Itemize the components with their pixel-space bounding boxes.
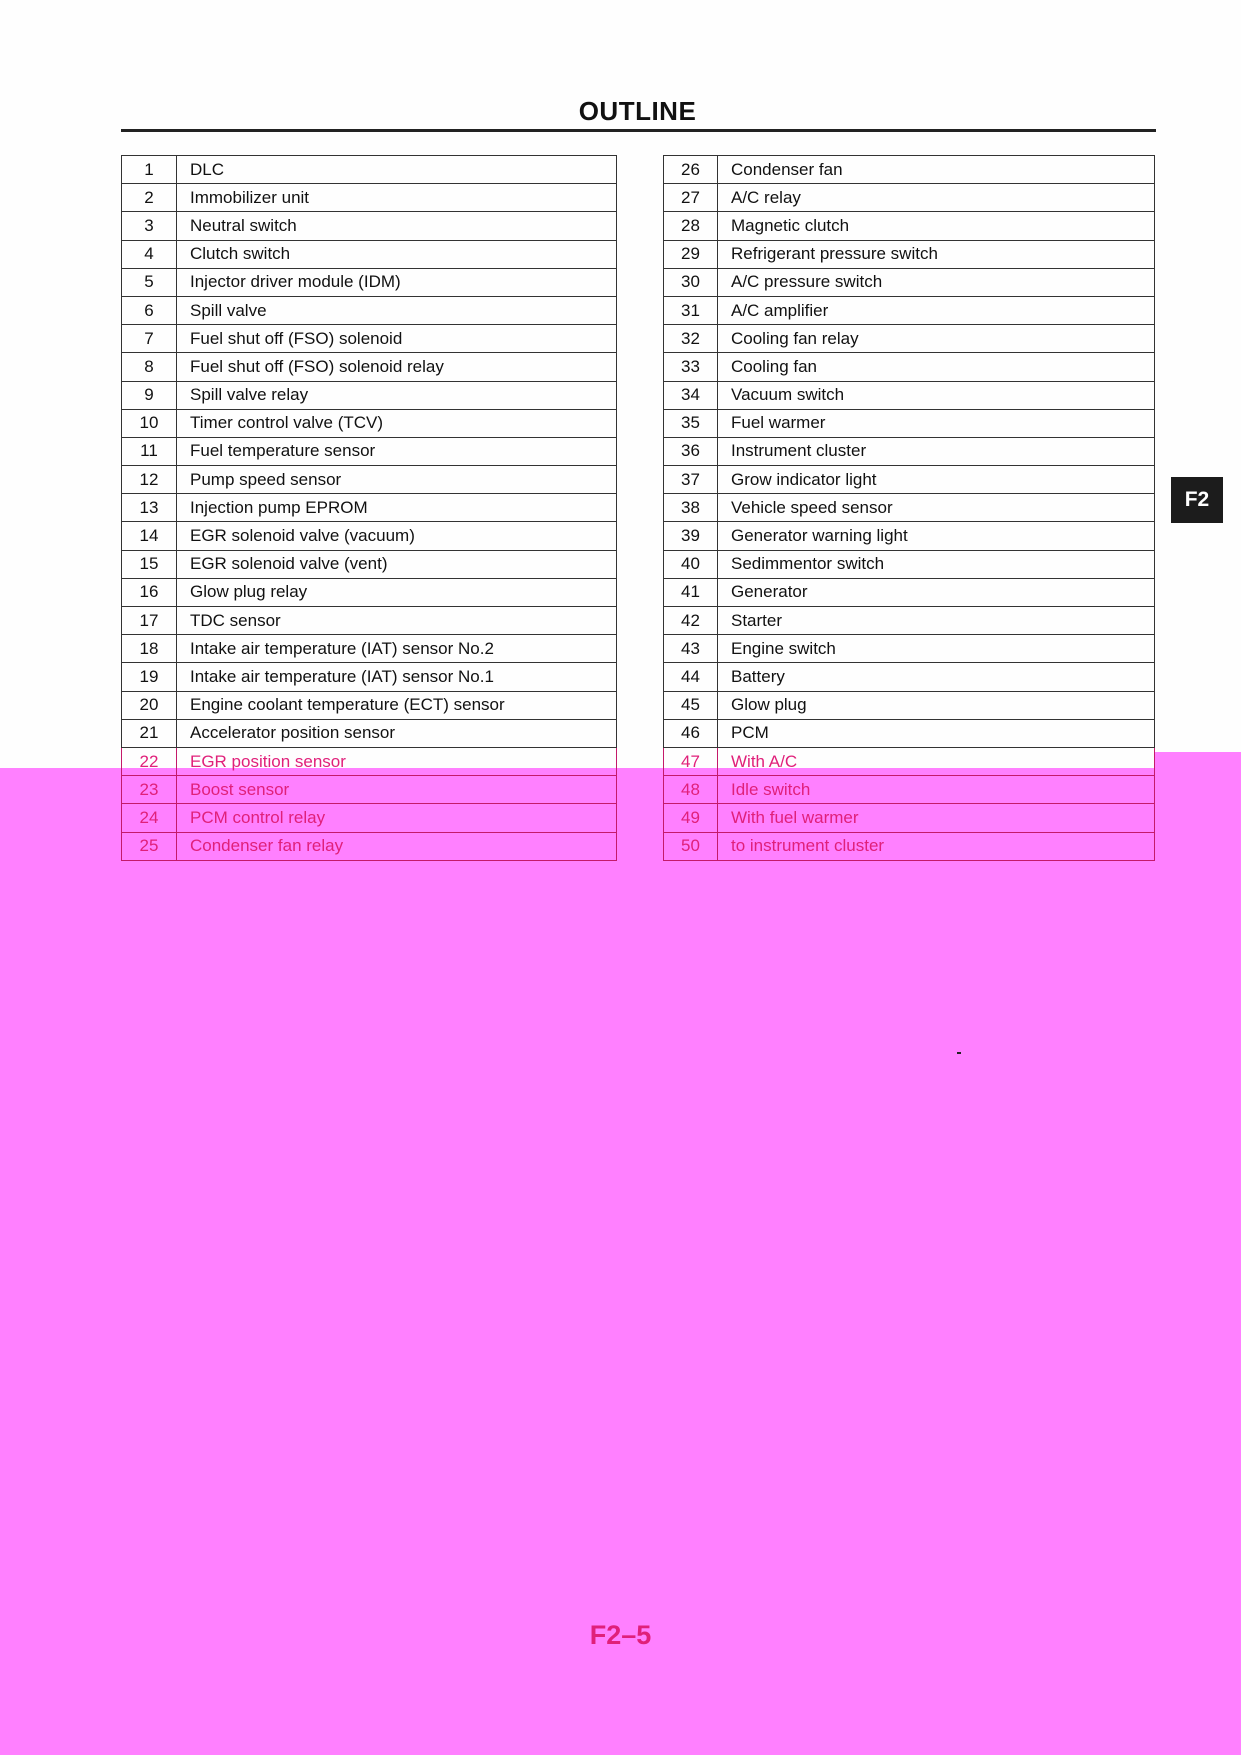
section-tab: F2 xyxy=(1171,477,1223,523)
table-row xyxy=(664,156,1155,184)
page-title: OUTLINE xyxy=(578,96,697,126)
item-description: Generator xyxy=(718,578,1155,606)
item-description: Accelerator position sensor xyxy=(177,719,617,747)
table-row xyxy=(664,522,1155,550)
item-description: Neutral switch xyxy=(177,212,617,240)
item-number: 6 xyxy=(122,296,177,324)
item-number: 19 xyxy=(122,663,177,691)
item-description: Refrigerant pressure switch xyxy=(718,240,1155,268)
item-description: DLC xyxy=(177,156,617,184)
item-description: Injection pump EPROM xyxy=(177,494,617,522)
item-number: 27 xyxy=(664,184,718,212)
item-number: 49 xyxy=(664,804,718,832)
item-description: Intake air temperature (IAT) sensor No.2 xyxy=(177,635,617,663)
item-number: 32 xyxy=(664,325,718,353)
table-row xyxy=(122,578,617,606)
table-row xyxy=(122,494,617,522)
item-description: Cooling fan relay xyxy=(718,325,1155,353)
item-description: Condenser fan relay xyxy=(177,832,617,860)
table-row xyxy=(122,325,617,353)
item-number: 47 xyxy=(664,747,718,775)
item-description: With fuel warmer xyxy=(718,804,1155,832)
item-number: 36 xyxy=(664,437,718,465)
item-description: A/C relay xyxy=(718,184,1155,212)
item-number: 29 xyxy=(664,240,718,268)
table-row xyxy=(664,268,1155,296)
item-description: Grow indicator light xyxy=(718,466,1155,494)
table-row xyxy=(664,804,1155,832)
table-row xyxy=(122,296,617,324)
component-table-left xyxy=(121,155,617,861)
item-number: 31 xyxy=(664,296,718,324)
item-number: 42 xyxy=(664,607,718,635)
table-row xyxy=(122,832,617,860)
item-number: 14 xyxy=(122,522,177,550)
table-row xyxy=(664,381,1155,409)
item-number: 4 xyxy=(122,240,177,268)
item-description: Timer control valve (TCV) xyxy=(177,409,617,437)
item-number: 46 xyxy=(664,719,718,747)
table-row xyxy=(664,296,1155,324)
table-row xyxy=(122,409,617,437)
page-number: F2–5 xyxy=(589,1620,652,1650)
item-number: 11 xyxy=(122,437,177,465)
item-description: Condenser fan xyxy=(718,156,1155,184)
table-row xyxy=(122,522,617,550)
table-row xyxy=(664,466,1155,494)
table-row xyxy=(664,719,1155,747)
item-number: 23 xyxy=(122,776,177,804)
table-row xyxy=(122,663,617,691)
item-description: A/C amplifier xyxy=(718,296,1155,324)
item-description: Generator warning light xyxy=(718,522,1155,550)
item-number: 45 xyxy=(664,691,718,719)
table-row xyxy=(122,550,617,578)
item-description: Glow plug xyxy=(718,691,1155,719)
table-row xyxy=(122,466,617,494)
item-description: Cooling fan xyxy=(718,353,1155,381)
table-row xyxy=(664,691,1155,719)
table-row xyxy=(122,212,617,240)
item-number: 9 xyxy=(122,381,177,409)
item-description: Starter xyxy=(718,607,1155,635)
item-description: Battery xyxy=(718,663,1155,691)
table-row xyxy=(122,776,617,804)
table-row xyxy=(664,437,1155,465)
item-description: Vacuum switch xyxy=(718,381,1155,409)
item-number: 50 xyxy=(664,832,718,860)
table-row xyxy=(122,240,617,268)
item-description: to instrument cluster xyxy=(718,832,1155,860)
table-row xyxy=(122,353,617,381)
item-description: Injector driver module (IDM) xyxy=(177,268,617,296)
item-description: PCM control relay xyxy=(177,804,617,832)
item-description: Magnetic clutch xyxy=(718,212,1155,240)
item-description: With A/C xyxy=(718,747,1155,775)
item-description: Spill valve relay xyxy=(177,381,617,409)
item-number: 21 xyxy=(122,719,177,747)
table-row xyxy=(664,776,1155,804)
item-description: Idle switch xyxy=(718,776,1155,804)
item-number: 24 xyxy=(122,804,177,832)
table-row xyxy=(122,719,617,747)
item-number: 33 xyxy=(664,353,718,381)
table-row xyxy=(664,607,1155,635)
item-description: EGR solenoid valve (vacuum) xyxy=(177,522,617,550)
table-row xyxy=(122,804,617,832)
table-row xyxy=(122,156,617,184)
item-description: Glow plug relay xyxy=(177,578,617,606)
item-number: 34 xyxy=(664,381,718,409)
table-row xyxy=(664,494,1155,522)
table-row xyxy=(664,184,1155,212)
item-description: Fuel warmer xyxy=(718,409,1155,437)
table-row xyxy=(664,550,1155,578)
item-description: Pump speed sensor xyxy=(177,466,617,494)
item-number: 44 xyxy=(664,663,718,691)
item-description: EGR solenoid valve (vent) xyxy=(177,550,617,578)
item-description: Intake air temperature (IAT) sensor No.1 xyxy=(177,663,617,691)
item-number: 35 xyxy=(664,409,718,437)
item-number: 40 xyxy=(664,550,718,578)
table-row xyxy=(664,747,1155,775)
item-number: 18 xyxy=(122,635,177,663)
item-number: 13 xyxy=(122,494,177,522)
item-description: Clutch switch xyxy=(177,240,617,268)
item-number: 43 xyxy=(664,635,718,663)
item-description: TDC sensor xyxy=(177,607,617,635)
item-description: Boost sensor xyxy=(177,776,617,804)
table-row xyxy=(122,268,617,296)
table-row xyxy=(122,184,617,212)
item-description: A/C pressure switch xyxy=(718,268,1155,296)
table-row xyxy=(664,325,1155,353)
item-number: 20 xyxy=(122,691,177,719)
item-number: 28 xyxy=(664,212,718,240)
table-row xyxy=(664,832,1155,860)
magenta-overlay-edge xyxy=(1155,752,1241,768)
item-description: Fuel shut off (FSO) solenoid relay xyxy=(177,353,617,381)
item-number: 16 xyxy=(122,578,177,606)
item-number: 3 xyxy=(122,212,177,240)
table-row xyxy=(664,663,1155,691)
item-number: 38 xyxy=(664,494,718,522)
item-number: 12 xyxy=(122,466,177,494)
item-description: PCM xyxy=(718,719,1155,747)
title-underline xyxy=(121,129,1156,132)
item-number: 5 xyxy=(122,268,177,296)
item-number: 8 xyxy=(122,353,177,381)
item-number: 15 xyxy=(122,550,177,578)
table-row xyxy=(122,635,617,663)
item-description: Spill valve xyxy=(177,296,617,324)
item-description: Instrument cluster xyxy=(718,437,1155,465)
item-number: 1 xyxy=(122,156,177,184)
item-description: Immobilizer unit xyxy=(177,184,617,212)
table-row xyxy=(122,691,617,719)
table-row xyxy=(122,607,617,635)
item-description: Sedimmentor switch xyxy=(718,550,1155,578)
magenta-overlay xyxy=(0,768,1241,1755)
table-row xyxy=(664,353,1155,381)
table-row xyxy=(664,635,1155,663)
item-number: 48 xyxy=(664,776,718,804)
item-number: 22 xyxy=(122,747,177,775)
item-number: 25 xyxy=(122,832,177,860)
item-description: EGR position sensor xyxy=(177,747,617,775)
table-row xyxy=(664,212,1155,240)
item-number: 26 xyxy=(664,156,718,184)
table-row xyxy=(122,437,617,465)
item-description: Fuel shut off (FSO) solenoid xyxy=(177,325,617,353)
item-description: Engine coolant temperature (ECT) sensor xyxy=(177,691,617,719)
item-number: 37 xyxy=(664,466,718,494)
item-number: 41 xyxy=(664,578,718,606)
item-number: 39 xyxy=(664,522,718,550)
item-description: Fuel temperature sensor xyxy=(177,437,617,465)
scan-speck xyxy=(957,1052,961,1054)
item-number: 30 xyxy=(664,268,718,296)
component-table-right xyxy=(663,155,1155,861)
table-row xyxy=(664,240,1155,268)
table-row xyxy=(664,578,1155,606)
item-description: Vehicle speed sensor xyxy=(718,494,1155,522)
item-number: 17 xyxy=(122,607,177,635)
table-row xyxy=(664,409,1155,437)
item-number: 10 xyxy=(122,409,177,437)
item-number: 7 xyxy=(122,325,177,353)
item-number: 2 xyxy=(122,184,177,212)
table-row xyxy=(122,747,617,775)
table-row xyxy=(122,381,617,409)
item-description: Engine switch xyxy=(718,635,1155,663)
